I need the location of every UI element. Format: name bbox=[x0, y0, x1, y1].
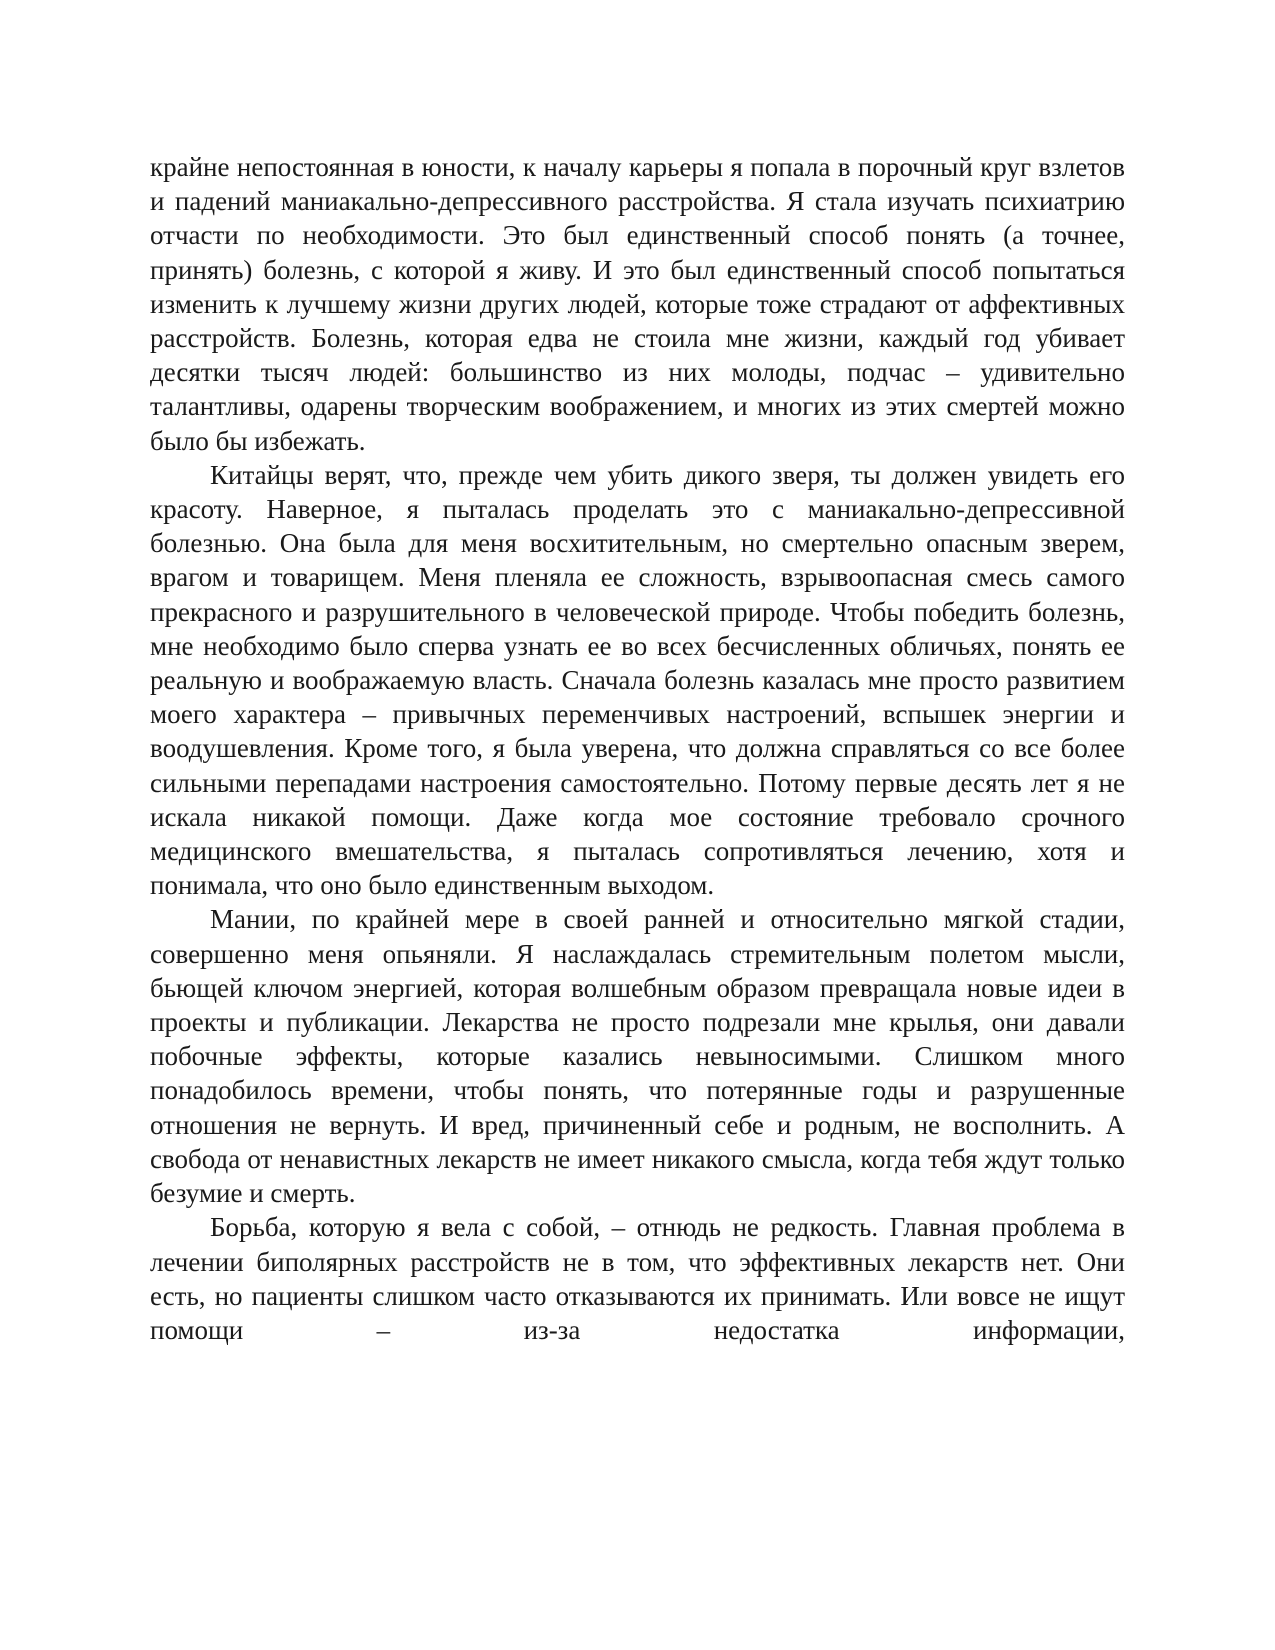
document-text-body bbox=[150, 150, 1125, 1347]
paragraph-2: Китайцы верят, что, прежде чем убить дикого зверя, ты должен увидеть его красоту. Наверное, я пыталась проделать это с маниакально-депрессивной болезнью. Она была для меня восхитительным, но смертельно опасным зверем, врагом и товарищем. Меня пленяла ее сложность, взрывоопасная смесь самого прекрасного и разрушительного в человеческой природе. Чтобы победить болезнь, мне необходимо было сперва узнать ее во всех бесчисленных обличьях, понять ее реальную и воображаемую власть. Сначала болезнь казалась мне просто развитием моего характера – привычных переменчивых настроений, вспышек энергии и воодушевления. Кроме того, я была уверена, что должна справляться со все более сильными перепадами настроения самостоятельно. Потому первые десять лет я не искала никакой помощи. Даже когда мое состояние требовало срочного медицинского вмешательства, я пыталась сопротивляться лечению, хотя и понимала, что оно было единственным выходом. bbox=[150, 459, 1125, 901]
paragraph-3: Мании, по крайней мере в своей ранней и относительно мягкой стадии, совершенно меня опьяняли. Я наслаждалась стремительным полетом мысли, бьющей ключом энергией, которая волшебным образом превращала новые идеи в проекты и публикации. Лекарства не просто подрезали мне крылья, они давали побочные эффекты, которые казались невыносимыми. Слишком много понадобилось времени, чтобы понять, что потерянные годы и разрушенные отношения не вернуть. И вред, причиненный себе и родным, не восполнить. А свобода от ненавистных лекарств не имеет никакого смысла, когда тебя ждут только безумие и смерть. bbox=[150, 904, 1125, 1209]
paragraph-1: крайне непостоянная в юности, к началу карьеры я попала в порочный круг взлетов и падений маниакально-депрессивного расстройства. Я стала изучать психиатрию отчасти по необходимости. Это был единственный способ понять (а точнее, принять) болезнь, с которой я живу. И это был единственный способ попытаться изменить к лучшему жизни других людей, которые тоже страдают от аффективных расстройств. Болезнь, которая едва не стоила мне жизни, каждый год убивает десятки тысяч людей: большинство из них молоды, подчас – удивительно талантливы, одарены творческим воображением, и многих из этих смертей можно было бы избежать. bbox=[150, 152, 1125, 456]
paragraph-4: Борьба, которую я вела с собой, – отнюдь не редкость. Главная проблема в лечении биполярных расстройств не в том, что эффективных лекарств нет. Они есть, но пациенты слишком часто отказываются их принимать. Или вовсе не ищут помощи – из-за недостатка информации, bbox=[150, 1212, 1125, 1345]
